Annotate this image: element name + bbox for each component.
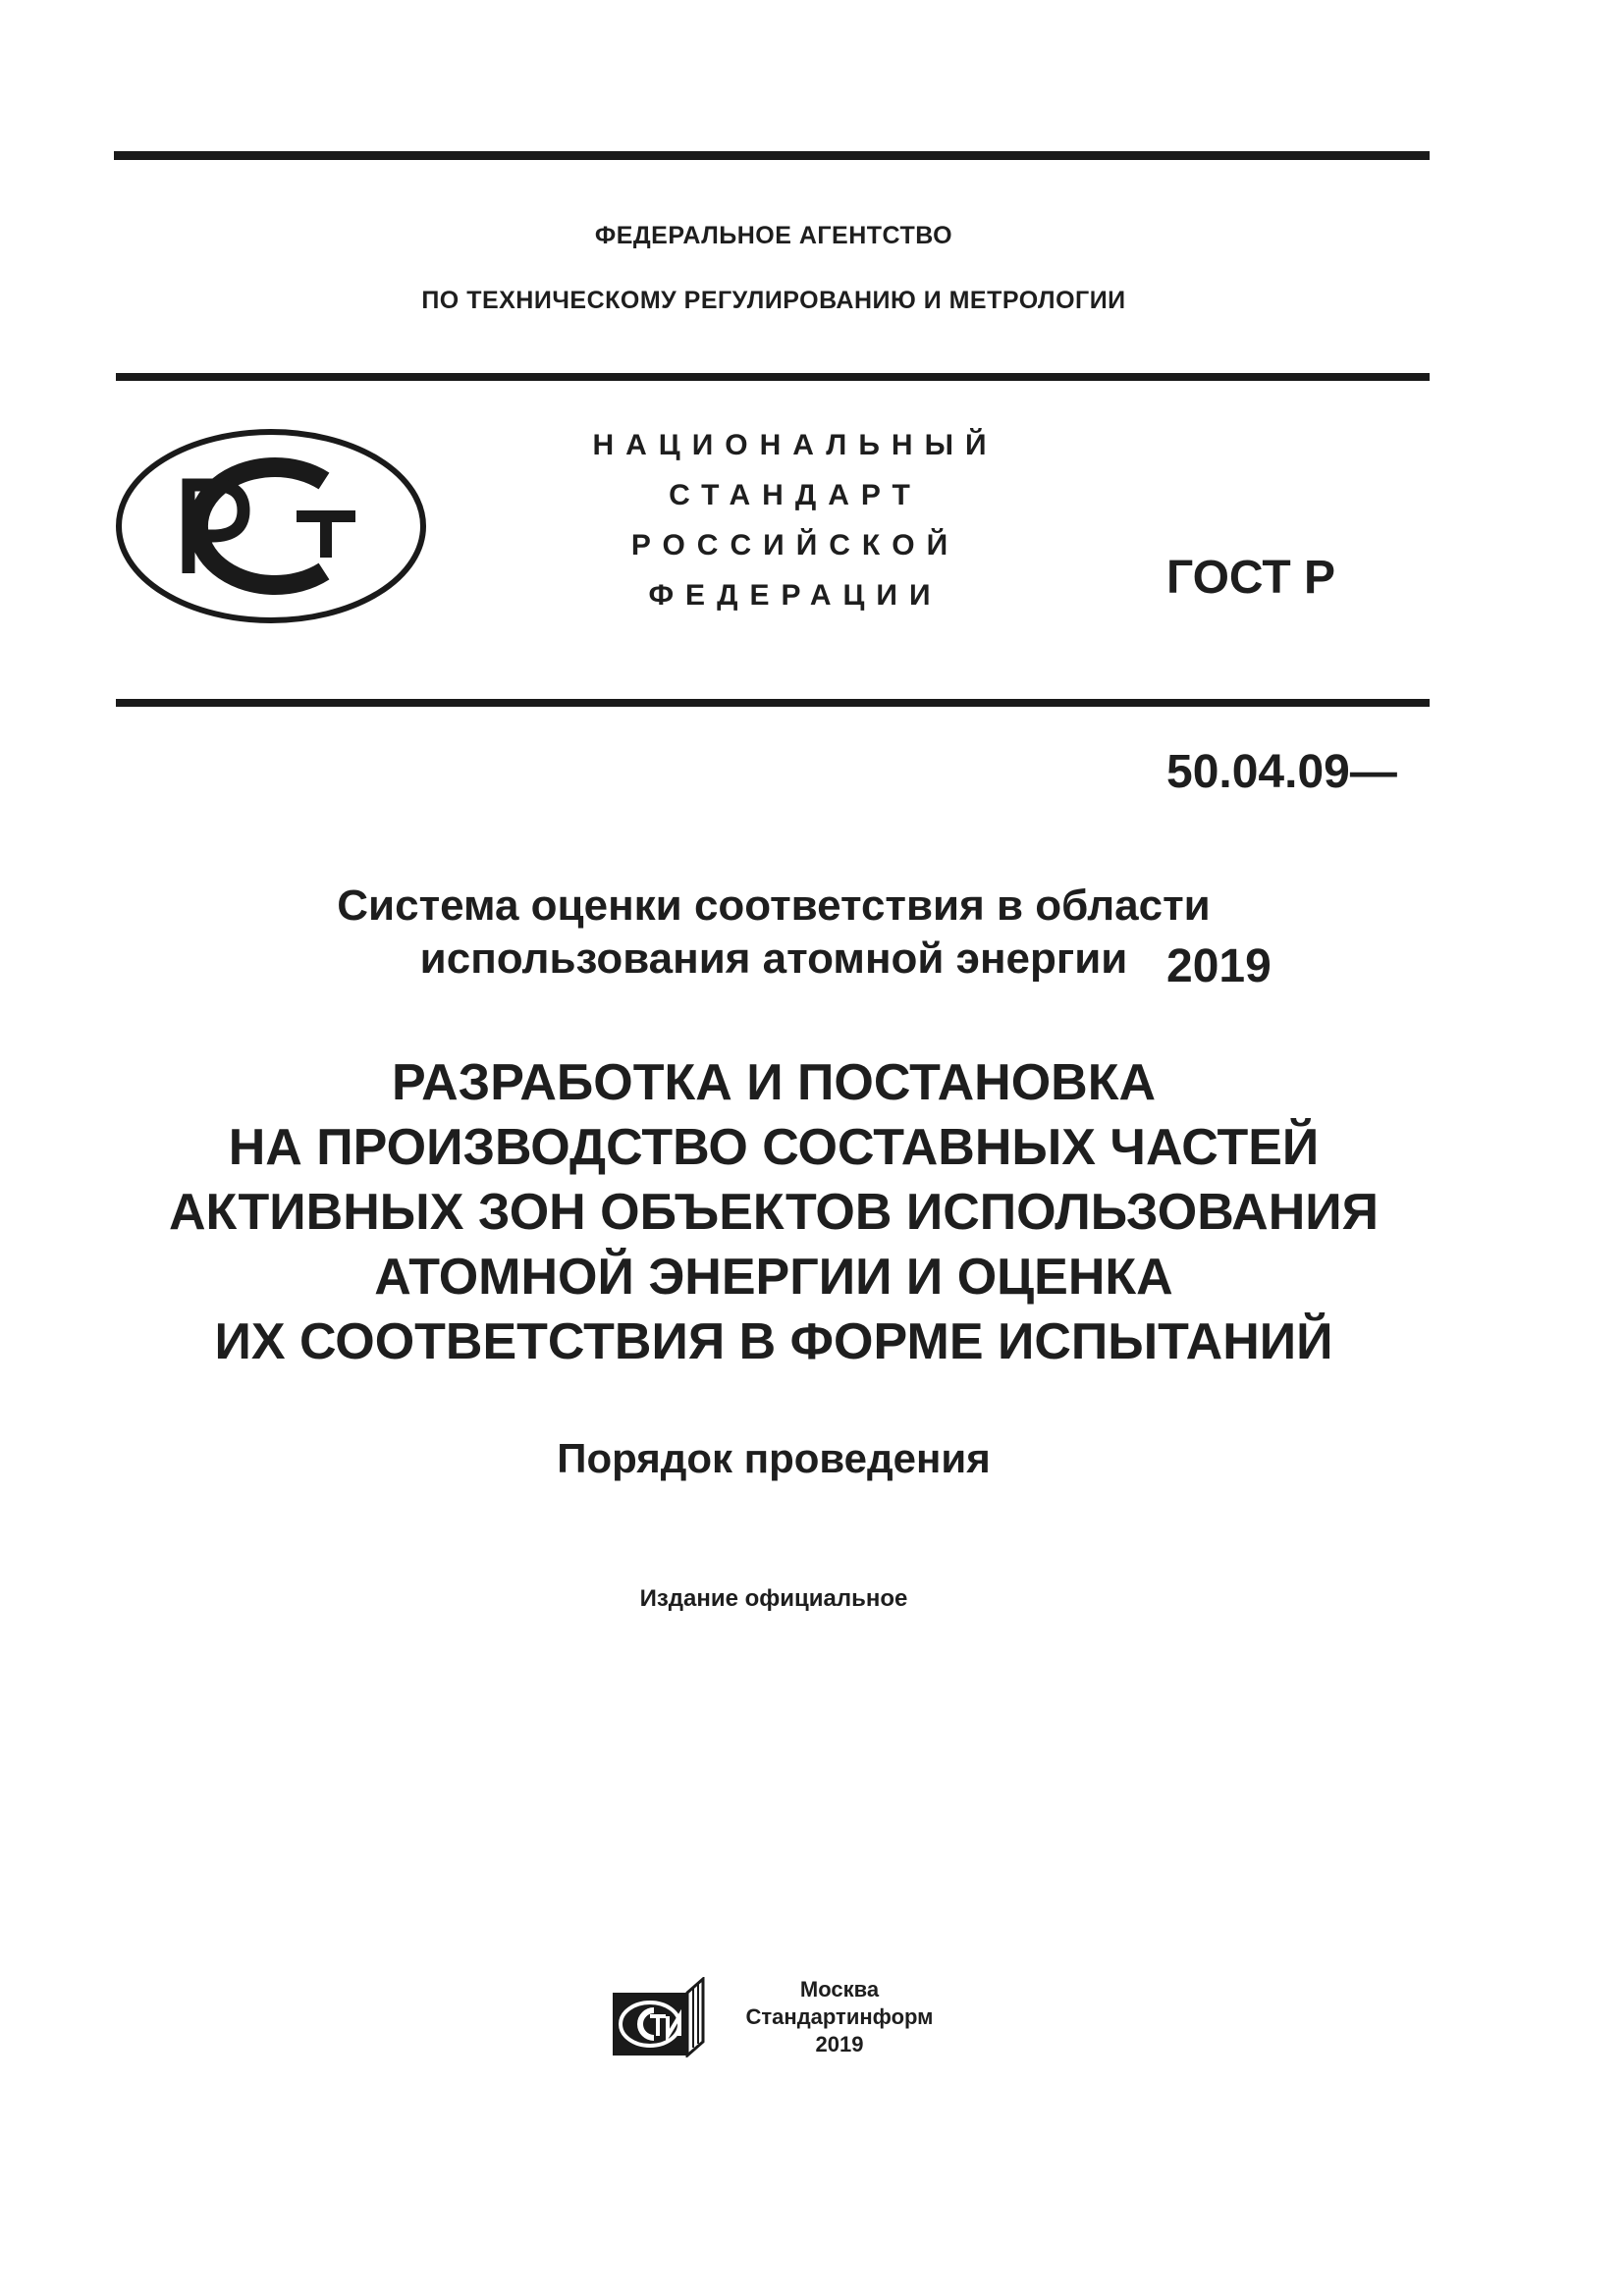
system-title xyxy=(0,880,1547,986)
main-title-line: АТОМНОЙ ЭНЕРГИИ И ОЦЕНКА xyxy=(374,1249,1173,1306)
gost-designation-line: ГОСТ Р xyxy=(1166,552,1336,604)
standard-type-line: РОССИЙСКОЙ xyxy=(630,529,960,561)
top-rule xyxy=(114,151,1430,160)
gost-designation-line: 50.04.09— xyxy=(1166,746,1397,798)
main-title-line: РАЗРАБОТКА И ПОСТАНОВКА xyxy=(391,1054,1157,1111)
publisher-city: Москва xyxy=(799,1977,880,2002)
edition-label: Издание официальное xyxy=(639,1585,908,1612)
header-rule xyxy=(116,373,1430,381)
gost-designation-line: 2019 xyxy=(1166,940,1272,992)
publisher-year: 2019 xyxy=(815,2032,864,2056)
subtitle: Порядок проведения xyxy=(557,1435,991,1481)
system-title-line: Система оценки соответствия в области xyxy=(337,881,1211,930)
standard-type-line: ФЕДЕРАЦИИ xyxy=(648,579,943,612)
agency-line-1: ФЕДЕРАЛЬНОЕ АГЕНТСТВО xyxy=(594,222,953,249)
standard-type-line: СТАНДАРТ xyxy=(669,479,922,511)
standard-block-rule xyxy=(116,699,1430,707)
system-title-line: использования атомной энергии xyxy=(419,934,1128,983)
publisher-block xyxy=(722,1976,957,2058)
agency-line-2: ПО ТЕХНИЧЕСКОМУ РЕГУЛИРОВАНИЮ И МЕТРОЛОГИИ xyxy=(421,287,1126,314)
main-title-line: ИХ СООТВЕТСТВИЯ В ФОРМЕ ИСПЫТАНИЙ xyxy=(214,1313,1333,1370)
rst-logo-icon xyxy=(114,428,428,624)
main-title xyxy=(0,1050,1547,1374)
standartinform-logo-icon xyxy=(611,1977,705,2057)
main-title-line: АКТИВНЫХ ЗОН ОБЪЕКТОВ ИСПОЛЬЗОВАНИЯ xyxy=(168,1184,1380,1241)
standard-type-line: НАЦИОНАЛЬНЫЙ xyxy=(592,429,999,461)
publisher-name: Стандартинформ xyxy=(745,2004,934,2029)
standard-type-label xyxy=(550,420,1041,620)
main-title-line: НА ПРОИЗВОДСТВО СОСТАВНЫХ ЧАСТЕЙ xyxy=(228,1119,1320,1176)
